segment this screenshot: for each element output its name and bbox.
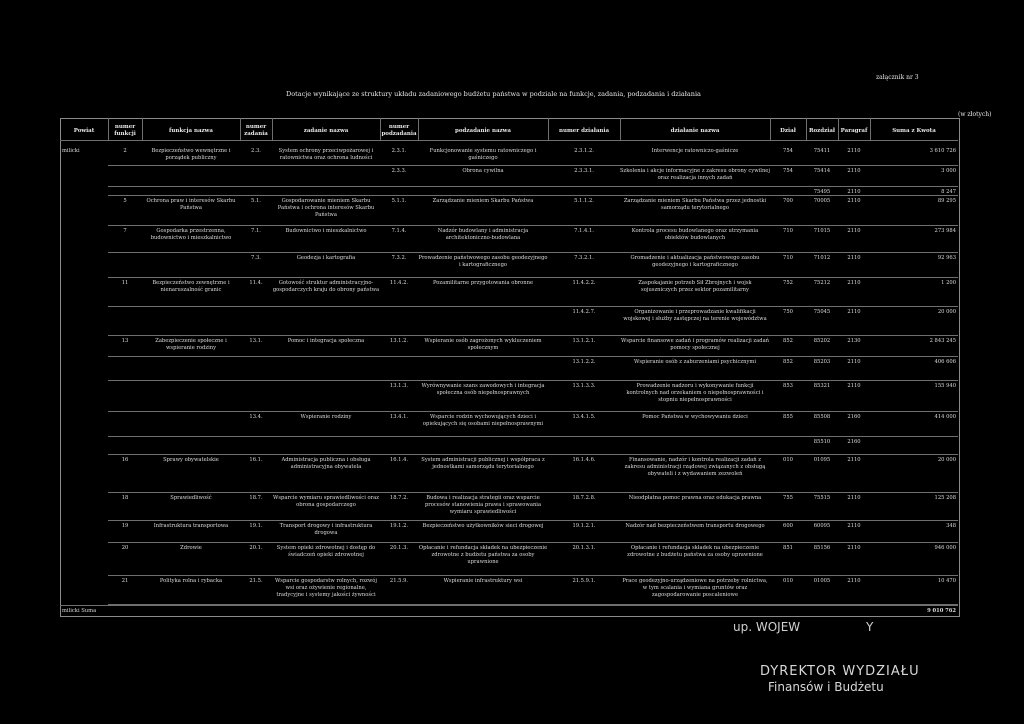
table-cell-nz: 19.1. — [249, 523, 263, 529]
table-cell-np: 5.1.1. — [391, 198, 407, 204]
table-cell-np: 18.7.2. — [389, 495, 409, 501]
table-cell-np: 2.3.3. — [391, 168, 407, 174]
table-cell-nf: 21 — [121, 578, 129, 584]
table-cell-nd: 7.1.4.1. — [574, 228, 594, 234]
table-cell-dz: 852 — [783, 359, 793, 365]
col-header-numer-podzadania: numer podzadania — [381, 124, 417, 137]
table-cell-np: 7.1.4. — [391, 228, 407, 234]
table-cell-nd: 19.1.2.1. — [572, 523, 596, 529]
table-cell-pn: Pozamilitarne przygotowania obronne — [432, 280, 534, 286]
stamp-department: Finansów i Budżetu — [768, 680, 884, 694]
table-cell-np: 11.4.2. — [389, 280, 409, 286]
table-cell-dz: 710 — [783, 255, 793, 261]
table-cell-dn: Zaspokajanie potrzeb Sił Zbrojnych i wojsk sojuszniczych przez sektor pozamilitarny — [638, 280, 752, 293]
row-divider — [108, 436, 958, 437]
table-cell-zn: Pomoc i integracja społeczna — [287, 338, 365, 344]
table-cell-pn: Zarządzanie mieniem Skarbu Państwa — [432, 198, 534, 204]
table-cell-nd: 7.3.2.1. — [574, 255, 594, 261]
table-cell-dz: 853 — [783, 383, 793, 389]
col-header-suma: Suma z Kwota — [892, 128, 936, 134]
table-cell-zn: System ochrony przeciwpożarowej i ratownictwa oraz ochrona ludności — [278, 148, 374, 161]
table-cell-dn: Nieodpłatna pomoc prawna oraz edukacja prawna — [628, 495, 762, 501]
table-cell-su: 946 000 — [934, 545, 956, 551]
table-cell-dn: Prowadzenie nadzoru i wykonywanie funkcji kontrolnych nad orzekaniem o niepełnosprawności i stopniu niepełnosprawności — [626, 383, 764, 403]
table-cell-pa: 2110 — [847, 255, 861, 261]
table-cell-zn: Budownictwo i mieszkalnictwo — [285, 228, 367, 234]
table-cell-rz: 70005 — [813, 198, 831, 204]
row-divider — [108, 492, 958, 493]
table-cell-dz: 710 — [783, 228, 793, 234]
table-cell-nd: 13.1.3.3. — [572, 383, 596, 389]
row-divider — [108, 335, 958, 336]
table-cell-zn: Geodezja i kartografia — [296, 255, 356, 261]
table-cell-su: 125 208 — [934, 495, 956, 501]
table-cell-nf: 13 — [121, 338, 129, 344]
table-cell-rz: 01005 — [813, 578, 831, 584]
table-cell-pa: 2110 — [847, 578, 861, 584]
table-cell-dn: Wsparcie finansowe zadań i programów realizacji zadań pomocy społecznej — [620, 338, 770, 351]
table-cell-su: 1 200 — [941, 280, 956, 286]
table-cell-nd: 13.4.1.5. — [572, 414, 596, 420]
table-cell-np: 13.1.2. — [389, 338, 409, 344]
table-cell-dn: Organizowanie i przeprowadzanie kwalifikacji wojskowej i służby zastępczej na terenie województwa — [623, 309, 767, 322]
table-cell-pn: Opłacanie i refundacja składek na ubezpieczenie zdrowotne z budżetu państwa za osoby uprawnione — [418, 545, 548, 565]
col-header-paragraf: Paragraf — [840, 128, 868, 134]
table-cell-su: 20 000 — [937, 309, 956, 315]
table-cell-nz: 5.1. — [251, 198, 261, 204]
row-divider — [108, 306, 958, 307]
table-cell-rz: 85508 — [813, 414, 831, 420]
table-cell-pn: Wsparcie rodzin wychowujących dzieci i opiekujących się osobami niepełnosprawnymi — [422, 414, 544, 427]
table-cell-np: 21.5.9. — [389, 578, 409, 584]
col-header-dzial: Dział — [780, 128, 796, 134]
header-divider — [60, 140, 958, 141]
footer-total: 9 010 762 — [927, 608, 956, 614]
table-cell-fn: Sprawy obywatelskie — [163, 457, 219, 463]
table-cell-np: 2.3.1. — [391, 148, 407, 154]
table-cell-nf: 19 — [121, 523, 129, 529]
row-divider — [108, 252, 958, 253]
col-header-powiat: Powiat — [73, 128, 95, 134]
table-cell-pa: 2110 — [847, 189, 861, 195]
table-cell-pn: Funkcjonowanie systemu ratowniczego i gaśniczego — [429, 148, 537, 161]
table-cell-rz: 85321 — [813, 383, 831, 389]
table-cell-nf: 20 — [121, 545, 129, 551]
table-cell-rz: 01095 — [813, 457, 831, 463]
table-cell-dz: 010 — [783, 578, 793, 584]
row-divider — [108, 575, 958, 576]
table-cell-pa: 2110 — [847, 198, 861, 204]
table-cell-fn: Zdrowie — [180, 545, 202, 551]
table-cell-nd: 20.1.3.1. — [572, 545, 596, 551]
col-header-numer-zadania: numer zadania — [244, 124, 268, 137]
table-cell-nz: 13.4. — [249, 414, 263, 420]
table-cell-dn: Kontrola procesu budowlanego oraz utrzymania obiektów budowlanych — [631, 228, 759, 241]
row-divider — [108, 225, 958, 226]
attachment-note: załącznik nr 3 — [876, 74, 919, 81]
table-cell-su: 3 610 726 — [929, 148, 956, 154]
table-cell-dz: 754 — [783, 168, 793, 174]
table-cell-zn: Gospodarowanie mieniem Skarbu Państwa i ochrona interesów Skarbu Państwa — [277, 198, 375, 218]
table-cell-su: 273 984 — [934, 228, 956, 234]
table-cell-pa: 2110 — [847, 457, 861, 463]
table-cell-nd: 11.4.2.7. — [572, 309, 596, 315]
table-cell-pn: Obrona cywilna — [462, 168, 504, 174]
table-cell-zn: System opieki zdrowotnej i dostęp do świadczeń opieki zdrowotnej — [276, 545, 376, 558]
table-cell-nz: 11.4. — [249, 280, 263, 286]
table-cell-fn: Polityka rolna i rybacka — [159, 578, 223, 584]
table-cell-dn: Interwencje ratowniczo-gaśnicze — [651, 148, 739, 154]
table-cell-nz: 21.5. — [249, 578, 263, 584]
stamp-signature-mark: Y — [866, 620, 874, 634]
col-header-numer-funkcji: numer funkcji — [114, 124, 136, 137]
col-header-numer-dzialania: numer działania — [558, 128, 610, 134]
table-cell-np: 7.3.2. — [391, 255, 407, 261]
table-cell-pn: Wyrównywanie szans zawodowych i integracja społeczna osób niepełnosprawnych — [421, 383, 545, 396]
table-cell-su: 20 000 — [937, 457, 956, 463]
table-cell-pn: Wspieranie osób zagrożonych wykluczeniem społecznym — [424, 338, 542, 351]
col-header-funkcja-nazwa: funkcja nazwa — [169, 128, 213, 134]
table-cell-pa: 2110 — [847, 359, 861, 365]
table-cell-fn: Infrastruktura transportowa — [153, 523, 229, 529]
row-divider — [108, 165, 958, 166]
table-cell-pn: Prowadzenie państwowego zasobu geodezyjnego i kartograficznego — [418, 255, 548, 268]
table-cell-nf: 11 — [121, 280, 129, 286]
col-header-zadanie-nazwa: zadanie nazwa — [303, 128, 349, 134]
table-cell-rz: 75495 — [813, 189, 831, 195]
row-divider — [108, 542, 958, 543]
table-cell-fn: Bezpieczeństwo wewnętrzne i porządek publiczny — [151, 148, 231, 161]
table-cell-pa: 2160 — [847, 414, 861, 420]
table-cell-rz: 85510 — [813, 439, 831, 445]
table-cell-np: 16.1.4. — [389, 457, 409, 463]
table-cell-nf: 5 — [123, 198, 127, 204]
table-cell-dz: 755 — [783, 495, 793, 501]
table-cell-dn: Gromadzenie i aktualizacja państwowego zasobu geodezyjnego i kartograficznego — [630, 255, 760, 268]
table-cell-dz: 754 — [783, 148, 793, 154]
table-cell-dz: 855 — [783, 414, 793, 420]
table-cell-zn: Gotowość struktur administracyjno-gospodarczych kraju do obrony państwa — [272, 280, 380, 293]
table-cell-np: 20.1.3. — [389, 545, 409, 551]
table-cell-pn: Budowa i realizacja strategii oraz wsparcie procesów stanowienia prawa i sprawowania wymiaru sprawiedliwości — [424, 495, 542, 515]
table-cell-np: 19.1.2. — [389, 523, 409, 529]
table-cell-powiat: milicki — [62, 148, 80, 154]
table-cell-nf: 7 — [123, 228, 127, 234]
col-header-podzadanie-nazwa: podzadanie nazwa — [455, 128, 511, 134]
table-cell-rz: 71012 — [813, 255, 831, 261]
table-cell-su: 155 940 — [934, 383, 956, 389]
table-cell-dn: Wspieranie osób z zaburzeniami psychicznymi — [634, 359, 756, 365]
table-cell-nd: 18.7.2.8. — [572, 495, 596, 501]
table-cell-su: 92 963 — [937, 255, 956, 261]
table-cell-zn: Wsparcie wymiaru sprawiedliwości oraz obrona gospodarczego — [273, 495, 379, 508]
table-cell-pa: 2110 — [847, 280, 861, 286]
table-cell-su: 8 247 — [941, 189, 956, 195]
table-cell-nd: 11.4.2.2. — [572, 280, 596, 286]
table-cell-su: 2 843 245 — [929, 338, 956, 344]
table-cell-pa: 2110 — [847, 495, 861, 501]
document-title: Dotacje wynikające ze struktury układu zadaniowego budżetu państwa w podziale na funkcje, zadania, podzadania i działania — [286, 90, 701, 98]
table-cell-nz: 13.1. — [249, 338, 263, 344]
table-cell-pn: System administracji publicznej i współpraca z jednostkami samorządu terytorialnego — [421, 457, 545, 470]
table-cell-rz: 75414 — [813, 168, 831, 174]
row-divider — [108, 186, 958, 187]
table-cell-pa: 2110 — [847, 228, 861, 234]
table-cell-dn: Zarządzanie mieniem Skarbu Państwa przez jednostki samorządu terytorialnego — [623, 198, 767, 211]
table-cell-dz: 010 — [783, 457, 793, 463]
table-cell-dz: 851 — [783, 545, 793, 551]
table-cell-nz: 7.1. — [251, 228, 261, 234]
row-divider — [108, 454, 958, 455]
table-cell-nd: 13.1.2.2. — [572, 359, 596, 365]
table-cell-rz: 75212 — [813, 280, 831, 286]
table-cell-dn: Finansowanie, nadzór i kontrola realizacji zadań z zakresu administracji rządowej związanych z obsługą obywateli i z wydawaniem zezwoleń — [624, 457, 766, 477]
table-cell-su: 348 — [946, 523, 956, 529]
table-cell-rz: 75411 — [813, 148, 831, 154]
table-cell-nd: 2.3.3.1. — [574, 168, 594, 174]
table-cell-fn: Bezpieczeństwo zewnętrzne i nienaruszalność granic — [152, 280, 230, 293]
table-cell-nf: 16 — [121, 457, 129, 463]
table-cell-nf: 18 — [121, 495, 129, 501]
table-cell-su: 10 470 — [937, 578, 956, 584]
table-cell-rz: 85203 — [813, 359, 831, 365]
row-divider — [108, 411, 958, 412]
table-cell-rz: 75515 — [813, 495, 831, 501]
table-cell-su: 406 606 — [934, 359, 956, 365]
table-cell-pa: 2110 — [847, 148, 861, 154]
table-cell-dn: Pomoc Państwa w wychowywaniu dzieci — [642, 414, 748, 420]
table-cell-nz: 20.1. — [249, 545, 263, 551]
table-cell-nf: 2 — [123, 148, 127, 154]
table-cell-fn: Sprawiedliwość — [170, 495, 212, 501]
table-cell-su: 89 295 — [937, 198, 956, 204]
table-cell-pa: 2110 — [847, 545, 861, 551]
stamp-signature: up. WOJEW — [733, 620, 801, 634]
table-cell-fn: Zabezpieczenie społeczne i wspieranie rodziny — [155, 338, 227, 351]
table-cell-dz: 600 — [783, 523, 793, 529]
table-cell-su: 3 000 — [941, 168, 956, 174]
table-cell-dn: Prace geodezyjno-urządzeniowe na potrzeby rolnictwa, w tym scalania i wymiana gruntów oraz zagospodarowanie poscaleniowe — [622, 578, 768, 598]
table-cell-pa: 2110 — [847, 309, 861, 315]
table-cell-nd: 16.1.4.6. — [572, 457, 596, 463]
row-divider — [108, 277, 958, 278]
table-cell-dn: Opłacanie i refundacja składek na ubezpieczenie zdrowotne z budżetu państwa za osoby uprawnione — [627, 545, 763, 558]
table-cell-dz: 750 — [783, 309, 793, 315]
col-header-dzialanie-nazwa: działanie nazwa — [670, 128, 720, 134]
table-cell-nd: 2.3.1.2. — [574, 148, 594, 154]
table-cell-pn: Wspieranie infrastruktury wsi — [443, 578, 523, 584]
table-cell-fn: Ochrona praw i interesów Skarbu Państwa — [146, 198, 236, 211]
footer-divider — [60, 605, 958, 606]
units-label: (w złotych) — [958, 111, 992, 118]
table-cell-nz: 7.3. — [251, 255, 261, 261]
table-cell-nd: 13.1.2.1. — [572, 338, 596, 344]
table-cell-nd: 5.1.1.2. — [574, 198, 594, 204]
row-divider — [108, 356, 958, 357]
table-cell-pa: 2110 — [847, 523, 861, 529]
table-cell-pn: Nadzór budowlany i administracja architektoniczno-budowlana — [437, 228, 529, 241]
row-divider — [108, 380, 958, 381]
table-cell-np: 13.4.1. — [389, 414, 409, 420]
table-cell-pn: Bezpieczeństwo użytkowników sieci drogowej — [422, 523, 544, 529]
table-cell-dn: Nadzór nad bezpieczeństwem transportu drogowego — [625, 523, 765, 529]
table-cell-zn: Wsparcie gospodarstw rolnych, rozwój wsi oraz ożywienie regionalne, tradycyjne i systemy jakości żywności — [274, 578, 378, 598]
table-cell-nd: 21.5.9.1. — [572, 578, 596, 584]
col-header-rozdzial: Rozdział — [808, 128, 836, 134]
table-cell-rz: 60095 — [813, 523, 831, 529]
table-cell-dz: 852 — [783, 338, 793, 344]
table-cell-zn: Administracja publiczna i obsługa administracyjna obywatela — [281, 457, 371, 470]
stamp-title: DYREKTOR WYDZIAŁU — [760, 664, 920, 679]
table-cell-dz: 752 — [783, 280, 793, 286]
table-cell-rz: 71015 — [813, 228, 831, 234]
table-cell-rz: 85156 — [813, 545, 831, 551]
row-divider — [108, 520, 958, 521]
table-cell-np: 13.1.3. — [389, 383, 409, 389]
table-cell-rz: 85202 — [813, 338, 831, 344]
table-cell-dn: Szkolenia i akcje informacyjne z zakresu obrony cywilnej oraz realizacja innych zadań — [620, 168, 770, 181]
table-cell-su: 414 000 — [934, 414, 956, 420]
table-cell-zn: Transport drogowy i infrastruktura drogowa — [279, 523, 373, 536]
table-cell-nz: 2.3. — [251, 148, 261, 154]
table-cell-pa: 2160 — [847, 439, 861, 445]
table-cell-dz: 700 — [783, 198, 793, 204]
table-cell-pa: 2110 — [847, 383, 861, 389]
table-cell-nz: 16.1. — [249, 457, 263, 463]
table-cell-pa: 2130 — [847, 338, 861, 344]
table-cell-rz: 75045 — [813, 309, 831, 315]
footer-label: milicki Suma — [62, 608, 97, 614]
table-cell-nz: 18.7. — [249, 495, 263, 501]
table-cell-pa: 2110 — [847, 168, 861, 174]
table-cell-fn: Gospodarka przestrzenna, budownictwo i mieszkalnictwo — [150, 228, 232, 241]
table-cell-zn: Wspieranie rodziny — [300, 414, 352, 420]
